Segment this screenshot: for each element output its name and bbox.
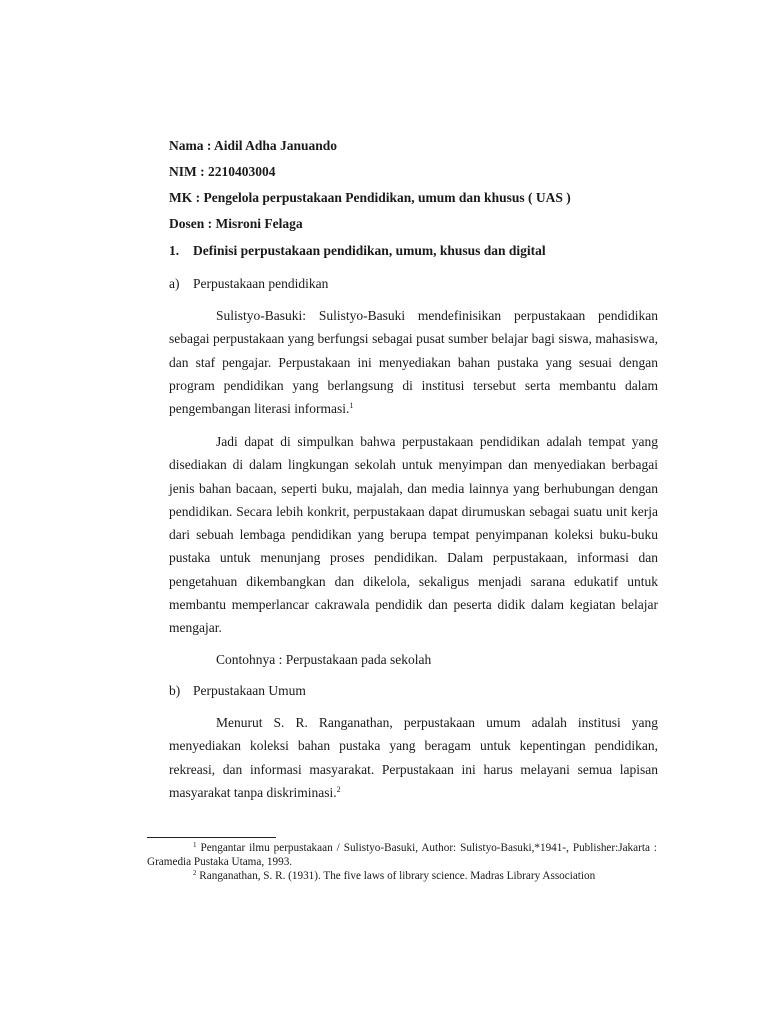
footnote-1-mark: 1 bbox=[193, 841, 197, 849]
paragraph-ranganathan bbox=[169, 711, 658, 804]
footnote-1 bbox=[147, 842, 657, 869]
footnote-2-mark: 2 bbox=[193, 869, 197, 877]
student-name: Nama : Aidil Adha Januando bbox=[169, 138, 338, 153]
footnote-separator bbox=[147, 837, 276, 838]
section-number: 1. bbox=[169, 243, 180, 258]
section-title: Definisi perpustakaan pendidikan, umum, khusus dan digital bbox=[193, 243, 546, 258]
footnote-1-text: Pengantar ilmu perpustakaan / Sulistyo-Basuki, Author: Sulistyo-Basuki,*1941-, Publisher:Jakarta : Gramedia Pustaka Utama, 1993. bbox=[147, 842, 657, 868]
subsection-a-heading bbox=[169, 277, 328, 291]
student-nim: NIM : 2210403004 bbox=[169, 164, 276, 179]
paragraph-conclusion-text: Jadi dapat di simpulkan bahwa perpustakaan pendidikan adalah tempat yang disediakan di dalam lingkungan sekolah untuk menyimpan dan menyediakan berbagai jenis bahan bacaan, seperti buku, majalah, dan media lainnya yang berhubungan dengan pendidikan. Secara lebih konkrit, perpustakaan dapat dirumuskan sebagai suatu unit kerja dari sebuah lembaga pendidikan yang berupa tempat penyimpanan koleksi buku-buku pustaka untuk menunjang proses pendidikan. Dalam perpustakaan, informasi dan pengetahuan dikembangkan dan dikelola, sekaligus menjadi sarana edukatif untuk membantu memperlancar cakrawala pendidik dan peserta didik dalam kegiatan belajar mengajar. bbox=[169, 434, 658, 636]
subsection-a-title: Perpustakaan pendidikan bbox=[193, 276, 329, 291]
subsection-b-title: Perpustakaan Umum bbox=[193, 683, 306, 698]
section-heading bbox=[169, 244, 546, 258]
subsection-b-heading bbox=[169, 684, 306, 698]
course-name: MK : Pengelola perpustakaan Pendidikan, umum dan khusus ( UAS ) bbox=[169, 190, 571, 205]
example-line: Contohnya : Perpustakaan pada sekolah bbox=[216, 652, 432, 667]
subsection-b-label: b) bbox=[169, 683, 181, 698]
paragraph-conclusion bbox=[169, 430, 658, 640]
footnote-ref-1: 1 bbox=[349, 401, 354, 411]
subsection-a-label: a) bbox=[169, 276, 180, 291]
lecturer-name: Dosen : Misroni Felaga bbox=[169, 216, 303, 231]
paragraph-ranganathan-text: Menurut S. R. Ranganathan, perpustakaan umum adalah institusi yang menyediakan koleksi bahan pustaka yang beragam untuk kepentingan pendidikan, rekreasi, dan informasi masyarakat. Perpustakaan ini harus melayani semua lapisan masyarakat tanpa diskriminasi. bbox=[169, 715, 658, 800]
footnote-2-text: Ranganathan, S. R. (1931). The five laws of library science. Madras Library Association bbox=[199, 870, 596, 882]
footnote-ref-2: 2 bbox=[336, 784, 341, 794]
paragraph-sulistyo-text: Sulistyo-Basuki: Sulistyo-Basuki mendefinisikan perpustakaan pendidikan sebagai perpustakaan yang berfungsi sebagai pusat sumber belajar bagi siswa, mahasiswa, dan staf pengajar. Perpustakaan ini menyediakan bahan pustaka yang sesuai dengan program pendidikan yang berlangsung di institusi tersebut serta membantu dalam pengembangan literasi informasi. bbox=[169, 308, 658, 417]
footnote-2 bbox=[147, 870, 657, 884]
paragraph-sulistyo bbox=[169, 304, 658, 420]
